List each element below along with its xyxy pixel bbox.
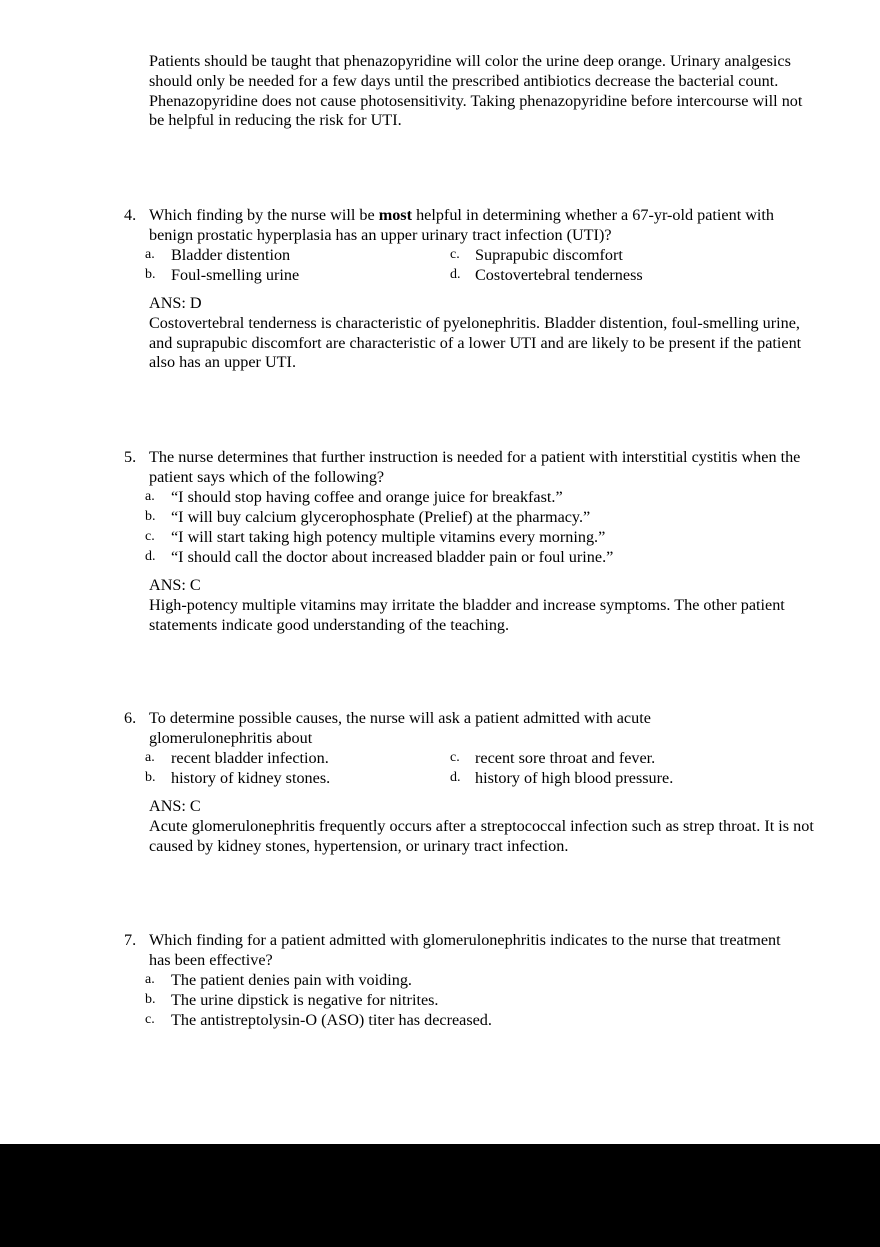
option-letter: d. bbox=[450, 267, 461, 282]
question-7 bbox=[124, 930, 814, 1030]
answer-key: ANS: C bbox=[149, 797, 201, 815]
option-a bbox=[124, 487, 814, 507]
option-letter: b. bbox=[145, 267, 156, 282]
option-d bbox=[124, 547, 814, 567]
answer-block bbox=[124, 797, 814, 856]
stem-text: Which finding by the nurse will be bbox=[149, 206, 379, 224]
option-c bbox=[450, 245, 800, 265]
question-number: 4. bbox=[124, 206, 137, 224]
option-b bbox=[124, 507, 814, 527]
option-text: “I will buy calcium glycerophosphate (Prelief) at the pharmacy.” bbox=[171, 508, 591, 526]
answer-key: ANS: D bbox=[149, 294, 202, 312]
stem-emphasis: most bbox=[378, 206, 413, 224]
option-b bbox=[124, 990, 814, 1010]
options-list bbox=[124, 970, 814, 1030]
option-c bbox=[124, 527, 814, 547]
option-text: Suprapubic discomfort bbox=[475, 246, 623, 264]
question-6 bbox=[124, 708, 814, 856]
option-letter: b. bbox=[145, 770, 156, 785]
answer-rationale: High-potency multiple vitamins may irritate the bladder and increase symptoms. The other patient statements indicate good understanding of the teaching. bbox=[149, 595, 785, 634]
option-text: The patient denies pain with voiding. bbox=[171, 971, 412, 989]
option-letter: a. bbox=[145, 247, 155, 262]
option-text: Costovertebral tenderness bbox=[475, 266, 643, 284]
option-letter: b. bbox=[145, 992, 156, 1007]
answer-rationale: Costovertebral tenderness is characteristic of pyelonephritis. Bladder distention, foul-smelling urine, and suprapubic discomfort are characteristic of a lower UTI and are likely to be present if the patient also has an upper UTI. bbox=[149, 313, 802, 372]
option-d bbox=[450, 768, 800, 788]
option-text: “I will start taking high potency multiple vitamins every morning.” bbox=[171, 528, 606, 546]
answer-key: ANS: C bbox=[149, 576, 201, 594]
answer-rationale: Acute glomerulonephritis frequently occurs after a streptococcal infection such as strep throat. It is not caused by kidney stones, hypertension, or urinary tract infection. bbox=[149, 816, 814, 855]
option-text: “I should call the doctor about increased bladder pain or foul urine.” bbox=[171, 548, 614, 566]
question-stem bbox=[124, 205, 814, 245]
option-letter: a. bbox=[145, 972, 155, 987]
option-letter: d. bbox=[145, 549, 156, 564]
question-number: 7. bbox=[124, 931, 137, 949]
answer-block bbox=[124, 294, 814, 373]
option-letter: c. bbox=[145, 529, 155, 544]
option-a bbox=[124, 748, 424, 768]
option-text: Foul-smelling urine bbox=[171, 266, 300, 284]
question-stem bbox=[124, 708, 709, 748]
page-bottom-black-bar bbox=[0, 1144, 880, 1247]
option-text: “I should stop having coffee and orange juice for breakfast.” bbox=[171, 488, 563, 506]
option-b bbox=[124, 265, 424, 285]
option-b bbox=[124, 768, 424, 788]
question-5 bbox=[124, 447, 814, 635]
option-text: history of high blood pressure. bbox=[475, 769, 674, 787]
question-stem bbox=[124, 447, 814, 487]
intro-rationale: Patients should be taught that phenazopyridine will color the urine deep orange. Urinary analgesics should only be needed for a few days until the prescribed antibiotics decrease the bacterial count. Phenazopyridine does not cause photosensitivity. Taking phenazopyridine before intercourse will not be helpful in reducing the risk for UTI. bbox=[149, 52, 803, 130]
option-letter: a. bbox=[145, 489, 155, 504]
stem-text: The nurse determines that further instruction is needed for a patient with interstitial cystitis when the patient says which of the following? bbox=[149, 448, 801, 486]
stem-text: To determine possible causes, the nurse will ask a patient admitted with acute glomerulonephritis about bbox=[149, 709, 651, 747]
option-letter: c. bbox=[450, 247, 460, 262]
option-letter: b. bbox=[145, 509, 156, 524]
option-a bbox=[124, 970, 814, 990]
option-text: The urine dipstick is negative for nitrites. bbox=[171, 991, 439, 1009]
question-4 bbox=[124, 205, 814, 373]
stem-text: helpful in determining whether a 67-yr-old patient with benign prostatic hyperplasia has an upper urinary tract infection (UTI)? bbox=[149, 206, 775, 244]
option-text: history of kidney stones. bbox=[171, 769, 331, 787]
option-text: The antistreptolysin-O (ASO) titer has decreased. bbox=[171, 1011, 492, 1029]
option-a bbox=[124, 245, 424, 265]
option-text: Bladder distention bbox=[171, 246, 291, 264]
option-text: recent bladder infection. bbox=[171, 749, 329, 767]
option-letter: c. bbox=[145, 1012, 155, 1027]
option-c bbox=[124, 1010, 814, 1030]
option-c bbox=[450, 748, 800, 768]
stem-text: Which finding for a patient admitted with glomerulonephritis indicates to the nurse that treatment has been effective? bbox=[149, 931, 781, 969]
question-number: 6. bbox=[124, 709, 137, 727]
question-number: 5. bbox=[124, 448, 137, 466]
options-grid bbox=[124, 748, 814, 788]
option-text: recent sore throat and fever. bbox=[475, 749, 656, 767]
options-grid bbox=[124, 245, 814, 285]
question-stem bbox=[124, 930, 789, 970]
option-letter: a. bbox=[145, 750, 155, 765]
option-letter: d. bbox=[450, 770, 461, 785]
options-list bbox=[124, 487, 814, 567]
option-d bbox=[450, 265, 800, 285]
option-letter: c. bbox=[450, 750, 460, 765]
answer-block bbox=[124, 576, 814, 635]
